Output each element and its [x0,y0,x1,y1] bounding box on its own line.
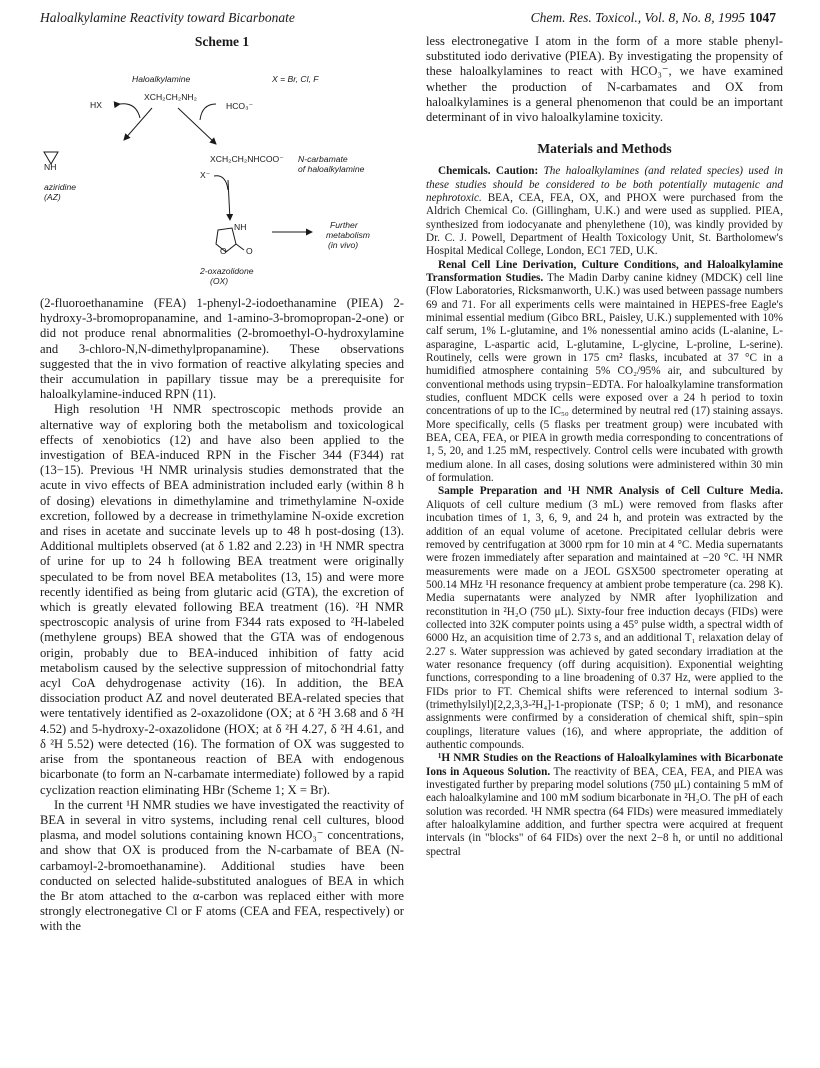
oxazolidone-abbrev: (OX) [210,276,229,286]
subheading: Renal Cell Line Derivation, Culture Conditions, and Haloalkylamine Transformation Studies. [426,258,783,284]
caution-label: Caution: [495,165,539,178]
x-minus-label: X⁻ [200,170,211,180]
paragraph-text: Aliquots of cell culture medium (3 mL) were removed from flasks after incubation times of 1, 3, 6, 9, and 24 h, and protein was extracted by the addition of an equal volume of acetone. Precipitated cellular debris were removed by centrifugation at 3000 rpm for 10 min at 4 °C. Media supernatants were frozen immediately after separation and maintained at −20 °C. ¹H NMR measurements were made on a JEOL GSX500 spectrometer operating at 500.14 MHz ¹H resonance frequency at ambient probe temperature (ca. 298 K). Media supernatants were analyzed by NMR after lyophilization and reconstitution in ²H₂O (750 μL). Sixty-four free induction decays (FIDs) were collected into 32K computer points using a 45° pulse width, a spectral width of 6000 Hz, an acquisition time of 2.73 s, and an additional T₁ relaxation delay of 2.27 s. Water suppression was achieved by gated secondary irradiation at the water resonance frequency (off during acquisition). Exponential weighting functions, corresponding to a line broadening of 0.37 Hz, were applied to the FIDs prior to FT. Chemical shifts were referenced to internal sodium 3-(trimethylsilyl)[2,2,3,3-²H₄]-1-propionate (TSP; δ 0; 1 mM), and resonance assignments were confirmed by a consideration of chemical shift, spin−spin couplings, literature values (16), and where appropriate, the addition of authentic compounds. [426,498,783,751]
subheading: Chemicals. [438,165,491,178]
paragraph: less electronegative I atom in the form of a more stable phenyl-substituted iodo derivative (PIEA). By investigating the propensity of these haloalkylamines to react with HCO₃⁻, we have examined whether the production of N-carbamates and OX from haloalkylamines is a general phenomenon that could be an important determinant of in vivo haloalkylamine toxicity. [426,34,783,125]
hco3-curve [200,104,216,120]
right-column [426,34,783,859]
journal-info: Chem. Res. Toxicol., Vol. 8, No. 8, 1995 [530,10,745,25]
in-vivo-label: (in vivo) [328,240,359,250]
caution-text: The haloalkylamines (and related species) used in these studies should be considered to be both potentially mutagenic and nephrotoxic. [426,165,784,204]
section-heading: Materials and Methods [537,141,672,157]
intro-continuation [426,34,783,125]
journal-citation [531,10,776,26]
left-body-text [40,296,404,935]
sample-paragraph [426,485,783,752]
scheme-1 [40,34,404,286]
paragraph-text: The reactivity of BEA, CEA, FEA, and PIEA was investigated further by preparing model solutions (750 μL) containing 5 mM of each haloalkylamine and 100 mM sodium bicarbonate in ²H₂O. The pH of each solution was recorded. ¹H NMR spectra (64 FIDs) were measured immediately after haloalkylamine addition, and further spectra were acquired at frequent intervals (in "blocks" of 64 FIDs) over the next 2−8 h, or until no additional spectral [426,765,783,858]
oxazolidone-ring-o: O [220,246,227,256]
oxazolidone-label: 2-oxazolidone [200,266,254,276]
carbamate-formula: XCH₂CH₂NHCOO⁻ [210,154,284,164]
paragraph-text: The Madin Darby canine kidney (MDCK) cell line (Flow Laboratories, Ricksmanworth, U.K.) was used between passage numbers 69 and 71. For all experiments cells were maintained in HEPES-free Eagle's minimal essential medium (Gibco BRL, Paisley, U.K.) supplemented with 10% calf serum, 1% L-glutamine, and 1% nonessential amino acids (L-alanine, L-asparagine, L-aspartic acid, L-glutamine, L-glycine, L-proline, L-serine). Routinely, cells were grown in 175 cm² flasks, incubated at 37 °C in a humidified atmosphere containing 5% CO₂/95% air, and subcultured by conventional methods using trypsin−EDTA. For haloalkylamine transformation studies, confluent MDCK cells were exposed over a 24 h period to toxin concentrations of up to the IC₅₀ determined by neutral red (17) staining assays. More specifically, cells (5 flasks per treatment group) were incubated with BEA, CEA, FEA, or PIEA in growth media corresponding to concentrations of 1, 5, 20, and 1.25 mM, respectively. Control cells were incubated with growth medium alone. In all cases, dosing solutions were administered within 30 min of formulation. [426,271,783,485]
page-number: 1047 [749,10,776,25]
nmr-studies-paragraph [426,752,783,859]
subheading: Sample Preparation and ¹H NMR Analysis of Cell Culture Media. [438,485,783,498]
paragraph: In the current ¹H NMR studies we have investigated the reactivity of BEA in several in vitro systems, including renal cell cultures, blood plasma, and model solutions containing known HCO₃⁻ concentrations, and show that OX is produced from the N-carbamate of BEA (N-carbamoyl-2-bromoethanamine). Additional studies have been conducted on selected halide-substituted analogues of BEA in which the Br atom attached to the α-carbon was replaced either with more strongly electronegative Cl or F atoms (CEA and FEA, respectively) or with the [40,797,404,934]
haloalkylamine-label: Haloalkylamine [132,74,191,84]
paragraph-text: BEA, CEA, FEA, OX, and PHOX were purchased from the Aldrich Chemical Co. (Gillingham, U.K.) and were used as supplied. PIEA, synthesized from iodocyanate and phenylethene (10), was kindly provided by Dr. C. J. Powell, Department of Health Toxicology Unit, St. Bartholomew's Hospital Medical College, London, EC1 7ED, U.K. [426,191,783,258]
oxazolidone-nh: NH [234,222,247,232]
left-column [40,34,404,934]
arrow-to-carbamate [178,108,216,144]
hx-curve [120,104,140,118]
further-label: Further [330,220,358,230]
arrow-to-oxazolidone [228,180,230,220]
aziridine-abbrev: (AZ) [44,192,61,202]
scheme-title: Scheme 1 [194,34,250,49]
bicarbonate-label: HCO₃⁻ [226,101,254,111]
carbonyl-bond [236,244,244,250]
aziridine-nh: NH [44,162,57,172]
x-substituent-note: X = Br, Cl, F [272,74,319,84]
subheading: ¹H NMR Studies on the Reactions of Haloalkylamines with Bicarbonate Ions in Aqueous Solution. [426,752,783,778]
renal-paragraph [426,259,783,486]
paragraph: (2-fluoroethanamine (FEA) 1-phenyl-2-iodoethanamine (PIEA) 2-hydroxy-3-bromopropanamine, and 1-amino-3-bromopropan-2-one) or did not produce renal abnormalities (2-bromoethyl-O-hydroxylamine and 3-chloro-N,N-dimethylpropanamine). These observations suggested that the in vivo formation of reactive alkylating species and their accumulation in papillary tissue may be a prerequisite for haloalkylamine-induced RPN (11). [40,296,404,402]
running-title: Haloalkylamine Reactivity toward Bicarbonate [40,10,295,25]
carbamate-label-line2: of haloalkylamine [298,164,365,174]
carbamate-label: N-carbamate [298,154,348,164]
metabolism-label: metabolism [326,230,370,240]
haloalkylamine-formula: XCH₂CH₂NH₂ [144,92,197,102]
page-header [40,10,776,32]
paragraph: High resolution ¹H NMR spectroscopic methods provide an alternative way of exploring both the metabolism and toxicological effects of xenobiotics (12) and have also been applied to the investigation of BEA-induced RPN in the Fischer 344 (F344) rat (13−15). Previous ¹H NMR urinalysis studies demonstrated that the acute in vivo effects of BEA administration included early (within 8 h of dosing) elevations in dimethylamine and trimethylamine N-oxide excretion, followed by a decrease in trimethylamine N-oxide excretion and rises in acetate and succinate levels up to 48 h post-dosing (13). Additional multiplets observed (at δ 1.82 and 2.23) in ¹H NMR spectra of urine for up to 24 h following BEA treatment were originally speculated to be from novel BEA metabolites (13, 15) and were more recently identified as being from glutaric acid (GTA), the excretion of which is greatly elevated following BEA treatment (16). ²H NMR spectroscopic analysis of urine from F344 rats exposed to ²H-labeled (methylene groups) BEA showed that the GTA was of endogenous origin, probably due to BEA-induced inhibition of fatty acid metabolism caused by the selective suppression of mitochondrial fatty acyl CoA dehydrogenase activity (16). In addition, the BEA dissociation product AZ and novel deuterated BEA-related species that were tentatively identified as 2-oxazolidone (OX; at δ ²H 3.68 and δ ²H 4.52) and 5-hydroxy-2-oxazolidone (HOX; at δ ²H 4.27, δ ²H 4.61, and δ ²H 5.52) were detected (16). The formation of OX was suggested to arise from the spontaneous reaction of BEA with endogenous bicarbonate (to form an N-carbamate intermediate) followed by a rapid cyclization reaction eliminating HBr (Scheme 1; X = Br). [40,402,404,797]
oxazolidone-carbonyl-o: O [246,246,253,256]
methods-body [426,165,783,859]
aziridine-label: aziridine [44,182,77,192]
x-minus-curve [214,176,228,190]
chemicals-paragraph [426,165,783,258]
hx-label: HX [90,100,102,110]
